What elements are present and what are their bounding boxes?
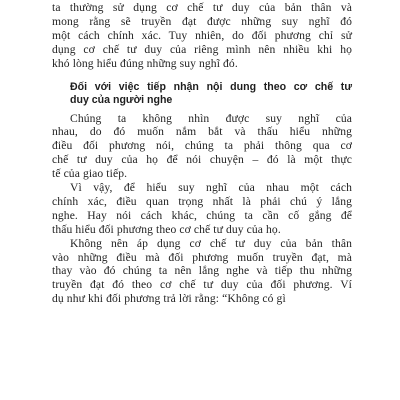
body-line: Không nên áp dụng cơ chế tư duy của bản thân — [70, 236, 352, 250]
section-heading-line: Đối với việc tiếp nhận nội dung theo cơ chế tư — [70, 80, 352, 93]
body-line: thấu hiểu đối phương theo cơ chế tư duy của họ. — [52, 222, 281, 236]
body-line: Vì vậy, để hiểu suy nghĩ của nhau một cách — [70, 181, 352, 194]
body-line: vào những điều mà đối phương muốn truyền đạt, mà — [52, 250, 352, 264]
body-line: chế tư duy của họ để nói chuyện – đó là một thực — [52, 153, 352, 167]
body-line: chính xác, điều quan trọng nhất là phải chú ý lắng — [52, 194, 352, 208]
body-line: nhau, do đó muốn nắm bắt và thấu hiểu những — [52, 125, 352, 139]
body-line: dụ như khi đối phương trả lời rằng: “Không có gì — [52, 292, 286, 306]
body-line: mong rằng sẽ truyền đạt được những suy nghĩ đó — [52, 14, 352, 28]
body-line: Chúng ta không nhìn được suy nghĩ của — [70, 111, 352, 125]
body-line: truyền đạt đó theo cơ chế tư duy của đối phương. Ví — [52, 278, 352, 292]
body-line: khó lòng hiểu đúng những suy nghĩ đó. — [52, 56, 238, 70]
body-line: tế của giao tiếp. — [52, 167, 128, 181]
body-line: thay vào đó chúng ta nên lắng nghe và tiếp thu những — [52, 264, 352, 278]
body-line: điều đối phương nói, chúng ta phải thông qua cơ — [52, 139, 352, 153]
section-heading-line: duy của người nghe — [70, 94, 173, 106]
body-line: nghe. Hay nói cách khác, chúng ta cần cố gắng để — [52, 208, 352, 222]
body-line: một cách chính xác. Tuy nhiên, do đối phương chỉ sử — [52, 28, 352, 42]
body-line: ta thường sử dụng cơ chế tư duy của bản thân và — [52, 1, 352, 14]
body-line: dụng cơ chế tư duy của riêng mình nên nhiều khi họ — [52, 42, 352, 56]
